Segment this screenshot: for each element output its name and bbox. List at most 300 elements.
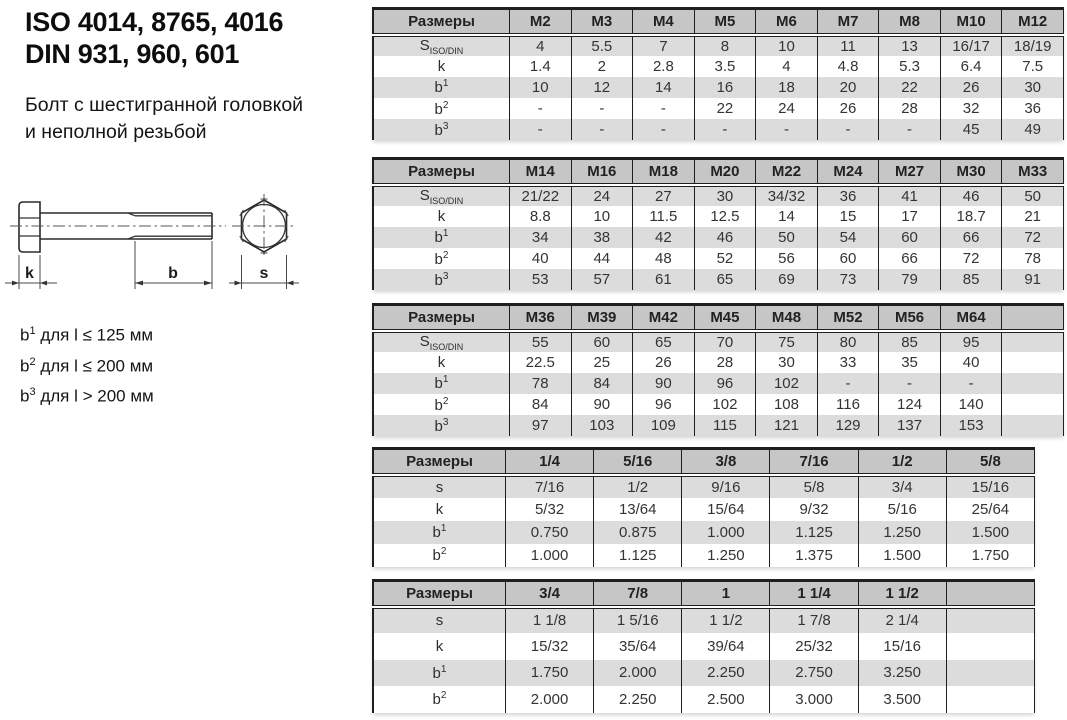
table-cell: 33: [817, 352, 879, 373]
footnote: [20, 379, 154, 410]
table-cell: 1.375: [770, 544, 858, 567]
table-cell: 27: [633, 185, 695, 206]
row-label-base: b: [434, 396, 443, 414]
row-label: [373, 352, 510, 373]
table-cell: 5.3: [879, 56, 941, 77]
table-cell: 2.8: [633, 56, 695, 77]
column-header: 1: [682, 581, 770, 607]
table-cell: 11.5: [633, 206, 695, 227]
table-cell: 1.000: [506, 544, 594, 567]
table-cell: 73: [817, 269, 879, 290]
row-label-base: b: [432, 691, 441, 709]
table-cell: 25/64: [946, 498, 1034, 521]
table-cell: 46: [940, 185, 1002, 206]
table-cell: -: [817, 373, 879, 394]
table-cell: 61: [633, 269, 695, 290]
footnote-symbol: b: [20, 386, 30, 406]
table-row: [373, 185, 1064, 206]
row-label-base: b: [432, 524, 441, 541]
table-row: [373, 544, 1035, 567]
table-cell: 11: [817, 35, 879, 56]
table-cell: 0.875: [594, 521, 682, 544]
row-label: [373, 394, 510, 415]
table-cell: 25/32: [770, 633, 858, 660]
table-cell: 1.4: [510, 56, 572, 77]
table-cell: 5/32: [506, 498, 594, 521]
dimension-b: [135, 241, 212, 289]
table-cell: -: [510, 98, 572, 119]
row-label: [373, 119, 510, 140]
document-title: [25, 6, 283, 70]
row-label: [373, 415, 510, 436]
footnote-superscript: 3: [29, 386, 36, 399]
table-row: [373, 415, 1064, 436]
table-row: [373, 77, 1064, 98]
row-label-superscript: 2: [440, 546, 447, 557]
table-cell: 12: [571, 77, 633, 98]
table-cell: 2.500: [682, 686, 770, 713]
table-cell: 60: [879, 227, 941, 248]
table-cell: -: [940, 373, 1002, 394]
table-cell: 72: [1002, 227, 1064, 248]
table-cell: 60: [817, 248, 879, 269]
table-cell: 16/17: [940, 35, 1002, 56]
table-cell: 40: [510, 248, 572, 269]
table-cell: 28: [879, 98, 941, 119]
table-cell: 70: [694, 331, 756, 352]
row-label: [373, 248, 510, 269]
table-cell: 36: [1002, 98, 1064, 119]
row-label-subscript: ISO/DIN: [429, 195, 464, 206]
row-label: [373, 227, 510, 248]
subtitle-line-2: и неполной резьбой: [25, 121, 207, 143]
column-header: 1/2: [858, 449, 946, 475]
row-label-header: Размеры: [373, 581, 506, 607]
column-header: 5/16: [594, 449, 682, 475]
table-cell: 15: [817, 206, 879, 227]
s-label: s: [259, 265, 269, 282]
table-cell: 45: [940, 119, 1002, 140]
table-cell: 40: [940, 352, 1002, 373]
table-cell: -: [756, 119, 818, 140]
table-cell: 21: [1002, 206, 1064, 227]
table-cell: -: [510, 119, 572, 140]
row-label: [373, 607, 506, 634]
row-label: [373, 475, 506, 498]
column-header: 3/4: [506, 581, 594, 607]
footnote: [20, 349, 154, 380]
table-cell: 14: [756, 206, 818, 227]
table-cell: 60: [571, 331, 633, 352]
k-label: k: [25, 265, 34, 282]
table-cell: 13: [879, 35, 941, 56]
table-cell: 48: [633, 248, 695, 269]
table-cell: 79: [879, 269, 941, 290]
row-label-base: S: [419, 332, 430, 350]
row-label-superscript: 2: [442, 395, 449, 407]
row-label-superscript: 3: [442, 270, 449, 282]
row-label: [373, 544, 506, 567]
row-label-superscript: 1: [442, 78, 449, 90]
table-cell: 22.5: [510, 352, 572, 373]
table-cell: 50: [756, 227, 818, 248]
column-header: M39: [571, 305, 633, 331]
table-cell: 56: [756, 248, 818, 269]
table-cell: 24: [571, 185, 633, 206]
table-cell: 90: [633, 373, 695, 394]
column-header: M4: [633, 9, 695, 35]
header-row: [373, 9, 1064, 35]
table-cell: 3.500: [858, 686, 946, 713]
table-cell: -: [571, 119, 633, 140]
row-label-base: b: [432, 547, 441, 564]
table-cell: 66: [879, 248, 941, 269]
row-label: [373, 35, 510, 56]
table-cell: 26: [817, 98, 879, 119]
row-label-base: k: [435, 500, 444, 518]
row-label-base: b: [434, 229, 443, 247]
table-cell: 38: [571, 227, 633, 248]
table-cell: 2 1/4: [858, 607, 946, 634]
row-label-base: b: [434, 375, 443, 393]
column-header: 1 1/2: [858, 581, 946, 607]
column-header: M3: [571, 9, 633, 35]
table-row: [373, 373, 1064, 394]
table-cell: 3.5: [694, 56, 756, 77]
table-cell: 78: [1002, 248, 1064, 269]
table-cell: 1.000: [682, 521, 770, 544]
column-header: M12: [1002, 9, 1064, 35]
table-cell: 9/32: [770, 498, 858, 521]
table-cell: 16: [694, 77, 756, 98]
table-cell: 137: [879, 415, 941, 436]
table-cell: 21/22: [510, 185, 572, 206]
table-cell: 18: [756, 77, 818, 98]
row-label-subscript: ISO/DIN: [429, 341, 464, 352]
table-cell: 2: [571, 56, 633, 77]
column-header: M30: [940, 159, 1002, 185]
row-label-header: Размеры: [373, 305, 510, 331]
table-cell: 78: [510, 373, 572, 394]
inch-sizes-table-quarter-to-fiveeighths: [372, 447, 1035, 567]
table-cell: 4: [756, 56, 818, 77]
table-cell: 55: [510, 331, 572, 352]
table-cell: 1.500: [858, 544, 946, 567]
table-cell: 10: [756, 35, 818, 56]
table-cell: 84: [571, 373, 633, 394]
row-label-base: k: [435, 637, 444, 655]
table-cell: 15/64: [682, 498, 770, 521]
table-cell: 26: [940, 77, 1002, 98]
column-header: M45: [694, 305, 756, 331]
table-cell: 9/16: [682, 475, 770, 498]
row-label: [373, 77, 510, 98]
row-label-base: S: [419, 186, 430, 204]
footnotes: [20, 318, 154, 410]
row-label-superscript: 1: [440, 523, 447, 534]
row-label: [373, 56, 510, 77]
row-label-base: b: [434, 271, 443, 289]
table-row: [373, 633, 1035, 660]
table-cell: 1.250: [682, 544, 770, 567]
table-cell: 22: [879, 77, 941, 98]
table-cell: 1 1/8: [506, 607, 594, 634]
row-label: [373, 686, 506, 713]
center-cross: [232, 194, 296, 258]
table-cell: 69: [756, 269, 818, 290]
table-cell: 8.8: [510, 206, 572, 227]
table-row: [373, 98, 1064, 119]
row-label-superscript: 2: [442, 99, 449, 111]
column-header: M6: [756, 9, 818, 35]
table-cell: 15/16: [858, 633, 946, 660]
footnote-symbol: b: [20, 325, 30, 345]
column-header: 7/16: [770, 449, 858, 475]
inch-sizes-table-threequarters-to-oneandhalf: [372, 579, 1035, 713]
table-cell: 42: [633, 227, 695, 248]
row-label-base: b: [434, 79, 443, 97]
table-cell: 3.250: [858, 660, 946, 687]
table-row: [373, 331, 1064, 352]
column-header: 5/8: [946, 449, 1034, 475]
row-label-subscript: ISO/DIN: [429, 45, 464, 56]
table-cell: 102: [694, 394, 756, 415]
table-cell: 96: [694, 373, 756, 394]
table-cell: 108: [756, 394, 818, 415]
document-subtitle: [25, 92, 303, 146]
table-cell: 1 1/2: [682, 607, 770, 634]
table-cell: 95: [940, 331, 1002, 352]
column-header: M48: [756, 305, 818, 331]
table-cell: 24: [756, 98, 818, 119]
bolt-technical-drawing: [2, 188, 312, 306]
table-cell: 7/16: [506, 475, 594, 498]
table-cell: 2.750: [770, 660, 858, 687]
table-cell: [946, 633, 1034, 660]
table-row: [373, 248, 1064, 269]
table-cell: 32: [940, 98, 1002, 119]
table-cell: [1002, 352, 1064, 373]
table-row: [373, 35, 1064, 56]
table-cell: 124: [879, 394, 941, 415]
column-header: M56: [879, 305, 941, 331]
table-cell: 102: [756, 373, 818, 394]
row-label-superscript: 1: [440, 663, 447, 675]
column-header: M52: [817, 305, 879, 331]
table-cell: [1002, 415, 1064, 436]
table-cell: 1.125: [770, 521, 858, 544]
table-cell: 18.7: [940, 206, 1002, 227]
table-cell: 72: [940, 248, 1002, 269]
row-label-base: s: [435, 612, 444, 630]
table-cell: 66: [940, 227, 1002, 248]
table-cell: 96: [633, 394, 695, 415]
row-label-base: b: [434, 417, 443, 435]
table-cell: 15/16: [946, 475, 1034, 498]
table-cell: 52: [694, 248, 756, 269]
title-iso: ISO 4014, 8765, 4016: [25, 7, 284, 37]
table-row: [373, 352, 1064, 373]
table-cell: 34: [510, 227, 572, 248]
table-cell: -: [879, 119, 941, 140]
table-cell: 65: [633, 331, 695, 352]
table-cell: 20: [817, 77, 879, 98]
column-header: M20: [694, 159, 756, 185]
table-cell: 121: [756, 415, 818, 436]
table-cell: 17: [879, 206, 941, 227]
metric-sizes-table-m36-m64: [372, 303, 1064, 436]
table-cell: [1002, 331, 1064, 352]
header-row: [373, 159, 1064, 185]
header-row: [373, 449, 1035, 475]
table-cell: 109: [633, 415, 695, 436]
table-cell: 30: [756, 352, 818, 373]
table-cell: [1002, 373, 1064, 394]
table-cell: 90: [571, 394, 633, 415]
table-cell: 30: [694, 185, 756, 206]
table-cell: -: [571, 98, 633, 119]
table-cell: 91: [1002, 269, 1064, 290]
table-cell: 5/16: [858, 498, 946, 521]
table-cell: 15/32: [506, 633, 594, 660]
table-row: [373, 227, 1064, 248]
column-header: M27: [879, 159, 941, 185]
table-cell: 35/64: [594, 633, 682, 660]
row-label-superscript: 1: [442, 374, 449, 386]
row-label-base: b: [432, 664, 441, 682]
table-cell: 39/64: [682, 633, 770, 660]
table-row: [373, 119, 1064, 140]
row-label-base: b: [434, 100, 443, 118]
table-cell: [1002, 394, 1064, 415]
table-cell: 10: [571, 206, 633, 227]
table-row: [373, 686, 1035, 713]
column-header: M2: [510, 9, 572, 35]
column-header: 1 1/4: [770, 581, 858, 607]
table-cell: 6.4: [940, 56, 1002, 77]
table-cell: 4: [510, 35, 572, 56]
table-cell: [946, 607, 1034, 634]
table-cell: 75: [756, 331, 818, 352]
row-label: [373, 660, 506, 687]
table-cell: 1 7/8: [770, 607, 858, 634]
table-cell: 1.250: [858, 521, 946, 544]
column-header: M8: [879, 9, 941, 35]
footnote-symbol: b: [20, 356, 30, 376]
table-cell: 54: [817, 227, 879, 248]
column-header: M24: [817, 159, 879, 185]
row-label-base: k: [437, 57, 446, 75]
table-cell: 49: [1002, 119, 1064, 140]
row-label-superscript: 1: [442, 228, 449, 240]
table-cell: 7: [633, 35, 695, 56]
table-cell: 3/4: [858, 475, 946, 498]
table-cell: -: [633, 98, 695, 119]
row-label-superscript: 3: [442, 120, 449, 132]
row-label: [373, 373, 510, 394]
table-cell: 1.750: [506, 660, 594, 687]
row-label-base: b: [434, 121, 443, 139]
table-row: [373, 206, 1064, 227]
table-cell: 7.5: [1002, 56, 1064, 77]
table-cell: 4.8: [817, 56, 879, 77]
row-label-base: b: [434, 250, 443, 268]
table-cell: 12.5: [694, 206, 756, 227]
table-cell: 85: [940, 269, 1002, 290]
header-row: [373, 305, 1064, 331]
column-header: M42: [633, 305, 695, 331]
row-label-superscript: 2: [440, 690, 447, 702]
column-header: M14: [510, 159, 572, 185]
table-cell: 53: [510, 269, 572, 290]
dimension-s: [229, 255, 299, 289]
table-cell: 3.000: [770, 686, 858, 713]
table-cell: -: [633, 119, 695, 140]
column-header: M7: [817, 9, 879, 35]
table-cell: 2.000: [506, 686, 594, 713]
column-header: 1/4: [506, 449, 594, 475]
subtitle-line-1: Болт с шестигранной головкой: [25, 94, 304, 116]
table-row: [373, 498, 1035, 521]
table-row: [373, 607, 1035, 634]
table-cell: 129: [817, 415, 879, 436]
row-label: [373, 521, 506, 544]
footnote-superscript: 1: [29, 325, 36, 337]
table-cell: 5/8: [770, 475, 858, 498]
table-row: [373, 394, 1064, 415]
table-cell: 1.500: [946, 521, 1034, 544]
row-label-base: s: [435, 478, 444, 496]
row-label: [373, 98, 510, 119]
table-cell: 18/19: [1002, 35, 1064, 56]
row-label: [373, 185, 510, 206]
table-cell: 85: [879, 331, 941, 352]
table-cell: -: [694, 119, 756, 140]
table-cell: 14: [633, 77, 695, 98]
footnote-text: для l ≤ 125 мм: [40, 325, 154, 345]
table-cell: 116: [817, 394, 879, 415]
column-header: [946, 581, 1034, 607]
table-cell: [946, 686, 1034, 713]
table-cell: 22: [694, 98, 756, 119]
column-header: 3/8: [682, 449, 770, 475]
row-label: [373, 498, 506, 521]
table-cell: [946, 660, 1034, 687]
table-cell: 30: [1002, 77, 1064, 98]
row-label-superscript: 2: [442, 249, 449, 261]
table-row: [373, 269, 1064, 290]
table-cell: 57: [571, 269, 633, 290]
table-cell: 28: [694, 352, 756, 373]
table-cell: 35: [879, 352, 941, 373]
table-cell: 140: [940, 394, 1002, 415]
table-cell: 1 5/16: [594, 607, 682, 634]
table-cell: 46: [694, 227, 756, 248]
column-header: M22: [756, 159, 818, 185]
bolt-end-view: [232, 194, 296, 258]
table-row: [373, 475, 1035, 498]
footnote-superscript: 2: [29, 355, 36, 368]
row-label-base: k: [437, 207, 446, 225]
column-header: M33: [1002, 159, 1064, 185]
column-header: M5: [694, 9, 756, 35]
table-cell: 153: [940, 415, 1002, 436]
column-header: M10: [940, 9, 1002, 35]
column-header: M36: [510, 305, 572, 331]
footnote-text: для l ≤ 200 мм: [40, 356, 154, 376]
table-cell: 84: [510, 394, 572, 415]
dimension-k: [5, 255, 57, 289]
